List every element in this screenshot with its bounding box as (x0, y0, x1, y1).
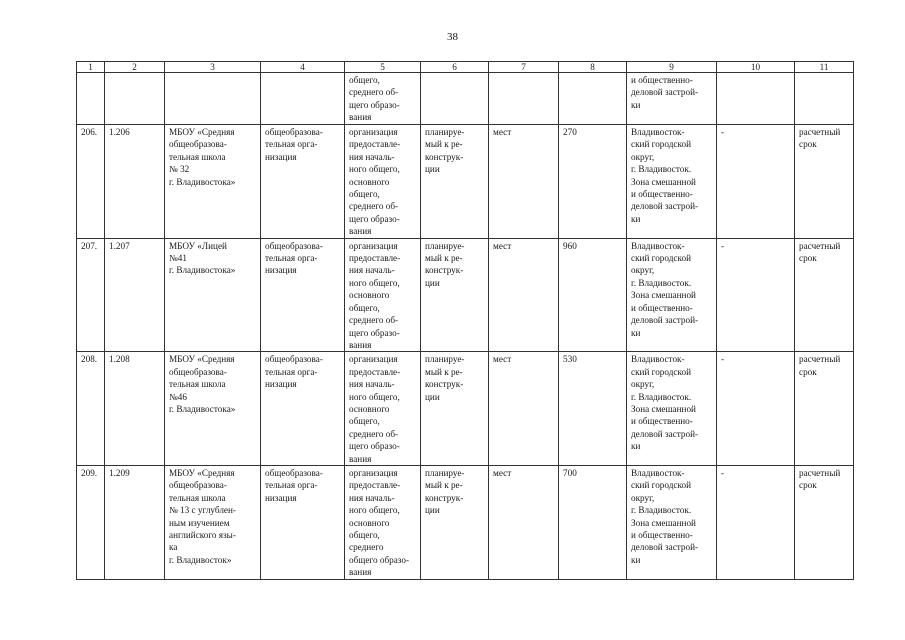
column-header: 4 (261, 62, 345, 73)
table-cell (261, 73, 345, 125)
row-number: 209. (77, 465, 105, 579)
table-cell (105, 73, 165, 125)
implementation-term: расчетный срок (795, 352, 854, 466)
object-name: МБОУ «Средняя общеобразова- тельная школа №46 г. Владивостока» (165, 352, 261, 466)
table-cell (717, 73, 795, 125)
column-header: 10 (717, 62, 795, 73)
table-cell (165, 73, 261, 125)
table-cell (489, 73, 559, 125)
object-type: общеобразова- тельная орга- низация (261, 238, 345, 352)
zone-info: - (717, 465, 795, 579)
table-row (77, 125, 854, 239)
implementation-term: расчетный срок (795, 238, 854, 352)
continuation-row (77, 73, 854, 125)
location-cell: и общественно- деловой застрой- ки (627, 73, 717, 125)
zone-info: - (717, 125, 795, 239)
object-location: Владивосток- ский городской округ, г. Владивосток. Зона смешанной и общественно- деловой застрой- ки (627, 125, 717, 239)
column-header: 9 (627, 62, 717, 73)
column-header: 2 (105, 62, 165, 73)
object-status: планируе- мый к ре- конструк- ции (421, 352, 489, 466)
object-location: Владивосток- ский городской округ, г. Владивосток. Зона смешанной и общественно- деловой застрой- ки (627, 238, 717, 352)
zone-info: - (717, 238, 795, 352)
capacity-unit: мест (489, 465, 559, 579)
column-header: 7 (489, 62, 559, 73)
object-name: МБОУ «Лицей №41 г. Владивостока» (165, 238, 261, 352)
capacity-value: 700 (559, 465, 627, 579)
zone-info: - (717, 352, 795, 466)
column-header: 1 (77, 62, 105, 73)
object-status: планируе- мый к ре- конструк- ции (421, 125, 489, 239)
object-name: МБОУ «Средняя общеобразова- тельная школа № 32 г. Владивостока» (165, 125, 261, 239)
column-header: 11 (795, 62, 854, 73)
table-cell (795, 73, 854, 125)
object-code: 1.209 (105, 465, 165, 579)
implementation-term: расчетный срок (795, 125, 854, 239)
object-purpose: организация предоставле- ния началь- ного общего, основного общего, среднего общего образо- вания (345, 465, 421, 579)
table-row (77, 238, 854, 352)
capacity-unit: мест (489, 352, 559, 466)
table-cell (559, 73, 627, 125)
object-purpose: организация предоставле- ния началь- ного общего, основного общего, среднего об- щего образо- вания (345, 238, 421, 352)
purpose-cell: общего, среднего об- щего образо- вания (345, 73, 421, 125)
object-name: МБОУ «Средняя общеобразова- тельная школа № 13 с углублен- ным изучением английского язы- ка г. Владивосток» (165, 465, 261, 579)
object-type: общеобразова- тельная орга- низация (261, 465, 345, 579)
object-status: планируе- мый к ре- конструк- ции (421, 238, 489, 352)
page-number: 38 (447, 31, 458, 43)
row-number: 208. (77, 352, 105, 466)
object-purpose: организация предоставле- ния началь- ного общего, основного общего, среднего об- щего образо- вания (345, 125, 421, 239)
column-header: 6 (421, 62, 489, 73)
object-location: Владивосток- ский городской округ, г. Владивосток. Зона смешанной и общественно- деловой застрой- ки (627, 465, 717, 579)
facilities-table (76, 61, 854, 580)
row-number: 207. (77, 238, 105, 352)
capacity-unit: мест (489, 125, 559, 239)
capacity-value: 270 (559, 125, 627, 239)
object-code: 1.207 (105, 238, 165, 352)
column-header: 3 (165, 62, 261, 73)
object-purpose: организация предоставле- ния началь- ного общего, основного общего, среднего об- щего образо- вания (345, 352, 421, 466)
object-type: общеобразова- тельная орга- низация (261, 352, 345, 466)
object-status: планируе- мый к ре- конструк- ции (421, 465, 489, 579)
table-cell (421, 73, 489, 125)
column-header: 5 (345, 62, 421, 73)
implementation-term: расчетный срок (795, 465, 854, 579)
object-location: Владивосток- ский городской округ, г. Владивосток. Зона смешанной и общественно- деловой застрой- ки (627, 352, 717, 466)
capacity-value: 960 (559, 238, 627, 352)
table-cell (77, 73, 105, 125)
capacity-unit: мест (489, 238, 559, 352)
table-row (77, 352, 854, 466)
capacity-value: 530 (559, 352, 627, 466)
table-row (77, 465, 854, 579)
row-number: 206. (77, 125, 105, 239)
object-code: 1.208 (105, 352, 165, 466)
object-type: общеобразова- тельная орга- низация (261, 125, 345, 239)
column-header: 8 (559, 62, 627, 73)
column-number-row (77, 62, 854, 73)
object-code: 1.206 (105, 125, 165, 239)
